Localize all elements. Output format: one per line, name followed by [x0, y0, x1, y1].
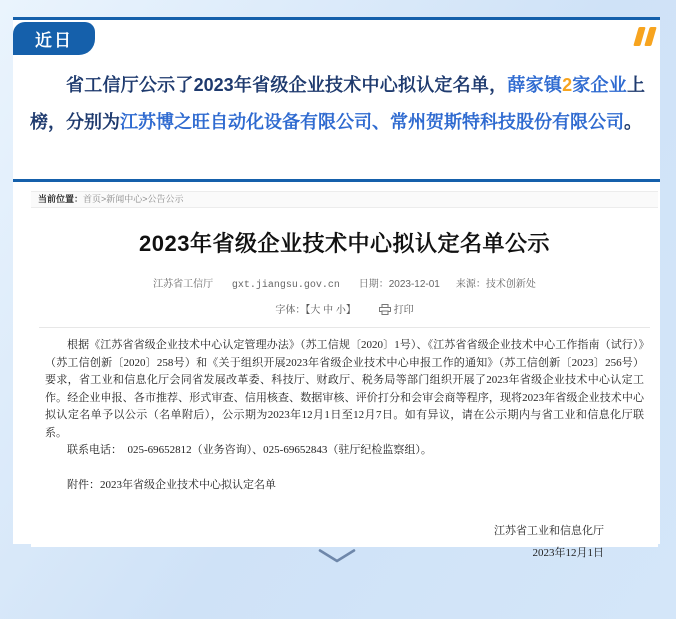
breadcrumb-label: 当前位置：: [38, 194, 84, 204]
contact-line: 联系电话： 025-69652812（业务咨询）、025-69652843（驻厅纪检监察组）。: [67, 444, 432, 456]
intro-text: 。: [624, 112, 642, 132]
signature-date: 2023年12月1日: [532, 547, 604, 559]
intro-highlight-town: 薛家镇: [507, 75, 563, 95]
print-button: [379, 305, 414, 316]
breadcrumb-path: 首页>新闻中心>公告公示: [83, 194, 184, 204]
font-label: 字体：: [275, 305, 306, 316]
intro-highlight-company-names: 江苏博之旺自动化设备有限公司、常州贺斯特科技股份有限公司: [120, 112, 624, 132]
meta-date: 日期：2023-12-01: [358, 279, 440, 290]
intro-paragraph: [30, 67, 645, 141]
intro-highlight-companies-label: 家企业: [572, 75, 628, 95]
double-quote-icon: [636, 27, 654, 46]
intro-text: 省工信厅公示了2023年省级企业技术中心拟认定名单，: [66, 75, 508, 95]
printer-icon: [379, 304, 391, 315]
font-size-options: 【大 中 小】: [305, 305, 356, 316]
chevron-down-icon[interactable]: [316, 548, 358, 566]
attachment-line: 附件：2023年省级企业技术中心拟认定名单: [67, 478, 276, 491]
announcement-toolbar: [31, 301, 658, 316]
breadcrumb: [31, 191, 658, 208]
meta-website: gxt.jiangsu.gov.cn: [231, 280, 340, 291]
announcement-meta: [31, 275, 658, 291]
section-divider: [13, 179, 660, 182]
font-size-control: [275, 305, 356, 316]
announcement-body: [31, 328, 658, 564]
intro-highlight-count: 2: [562, 75, 573, 95]
intro-text: 上榜，分别为: [30, 75, 646, 132]
meta-source: 来源：技术创新处: [455, 279, 536, 290]
announcement-screenshot[interactable]: [31, 191, 658, 559]
recent-badge: 近日: [13, 22, 95, 55]
signature-org: 江苏省工业和信息化厅: [494, 525, 604, 537]
body-paragraph: 根据《江苏省省级企业技术中心认定管理办法》（苏工信规〔2020〕1号）、《江苏省省级企业技术中心工作指南（试行）》（苏工信创新〔2020〕258号）和《关于组织开展2023年省级企业技术中心申报工作的通知》（苏工信创新〔2023〕256号）要求，省工业和信息化厅会同省发展改革委、科技厅、财政厅、税务局等部门组织开展了2023年省级企业技术中心认定工作。经企业申报、各市推荐、形式审查、信用核查、数据审核、评价打分和会审会商等程序，现将2023年省级企业技术中心拟认定名单予以公示（名单附后），公示期为2023年12月1日至12月7日。如有异议，请在公示期内与省工业和信息化厅联系。: [45, 339, 644, 439]
announcement-title: 2023年省级企业技术中心拟认定名单公示: [139, 231, 550, 256]
print-label: 打印: [393, 305, 414, 316]
news-card: [13, 17, 660, 559]
meta-agency: 江苏省工信厅: [153, 279, 214, 290]
